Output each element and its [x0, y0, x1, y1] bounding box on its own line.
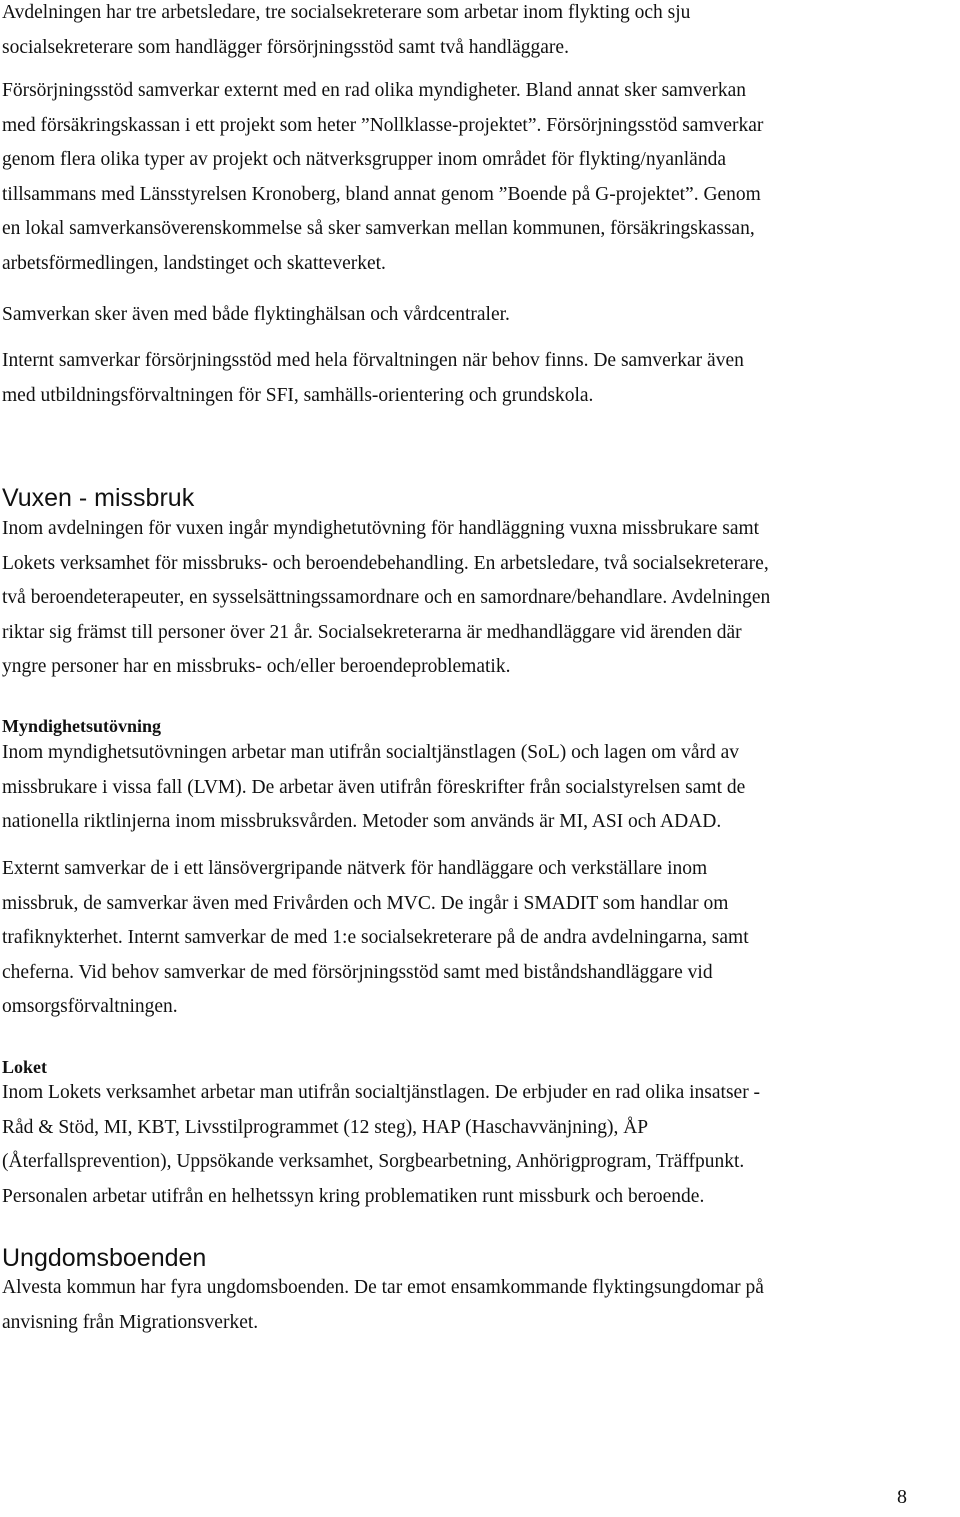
text-line: två beroendeterapeuter, en sysselsättningssamordnare och en samordnare/behandlare. Avdelningen: [2, 587, 771, 608]
text-line: yngre personer har en missbruks- och/eller beroendeproblematik.: [2, 656, 511, 677]
text-line: Inom myndighetsutövningen arbetar man utifrån socialtjänstlagen (SoL) och lagen om vård av: [2, 742, 740, 763]
text-line: omsorgsförvaltningen.: [2, 996, 178, 1017]
text-line: riktar sig främst till personer över 21 år. Socialsekreterarna är medhandläggare vid ärenden där: [2, 621, 742, 643]
text-line: med utbildningsförvaltningen för SFI, samhälls-orientering och grundskola.: [2, 384, 594, 406]
text-line: en lokal samverkansöverenskommelse så sker samverkan mellan kommunen, försäkringskassan,: [2, 218, 755, 239]
text-line: Samverkan sker även med både flyktinghälsan och vårdcentraler.: [2, 304, 510, 325]
text-line: cheferna. Vid behov samverkar de med försörjningsstöd samt med biståndshandläggare vid: [2, 961, 713, 983]
text-line: anvisning från Migrationsverket.: [2, 1311, 259, 1333]
paragraph-health-cooperation: [2, 298, 958, 333]
subheading-loket: Loket: [2, 1057, 47, 1077]
text-line: tillsammans med Länsstyrelsen Kronoberg, bland annat genom ”Boende på G-projektet”. Genom: [2, 183, 761, 205]
text-line: Försörjningsstöd samverkar externt med en rad olika myndigheter. Bland annat sker samverkan: [2, 80, 747, 101]
text-line: Alvesta kommun har fyra ungdomsboenden. De tar emot ensamkommande flyktingsungdomar på: [2, 1277, 764, 1298]
page-number: 8: [897, 1486, 907, 1508]
text-line: trafiknykterhet. Internt samverkar de med 1:e socialsekreterare på de andra avdelningarna, samt: [2, 927, 749, 948]
paragraph-loket: [2, 1076, 958, 1214]
text-line: nationella riktlinjerna inom missbruksvården. Metoder som används är MI, ASI och ADAD.: [2, 811, 722, 832]
paragraph-vuxen-intro: [2, 512, 958, 685]
text-line: genom flera olika typer av projekt och nätverksgrupper inom området för flykting/nyanlända: [2, 149, 726, 170]
paragraph-myndighetsutovning: [2, 736, 958, 840]
paragraph-staffing: [2, 0, 958, 65]
text-line: missbrukare i vissa fall (LVM). De arbetar även utifrån föreskrifter från socialstyrelsen samt de: [2, 776, 746, 798]
text-line: Lokets verksamhet för missbruks- och beroendebehandling. En arbetsledare, två socialsekreterare,: [2, 552, 769, 574]
text-line: med försäkringskassan i ett projekt som heter ”Nollklasse-projektet”. Försörjningsstöd samverkar: [2, 114, 764, 136]
text-line: Råd & Stöd, MI, KBT, Livsstilprogrammet (12 steg), HAP (Haschavvänjning), ÅP: [2, 1116, 649, 1138]
text-line: missbruk, de samverkar även med Frivården och MVC. De ingår i SMADIT som handlar om: [2, 892, 729, 914]
section-heading-ungdomsboenden: Ungdomsboenden: [2, 1244, 207, 1272]
text-line: Inom Lokets verksamhet arbetar man utifrån socialtjänstlagen. De erbjuder en rad olika insatser -: [2, 1082, 761, 1103]
subheading-myndighetsutovning: Myndighetsutövning: [2, 716, 162, 736]
paragraph-internal-cooperation: [2, 344, 958, 413]
text-line: arbetsförmedlingen, landstinget och skatteverket.: [2, 252, 386, 274]
text-line: Internt samverkar försörjningsstöd med hela förvaltningen när behov finns. De samverkar även: [2, 350, 744, 371]
text-line: Personalen arbetar utifrån en helhetssyn kring problematiken runt missburk och beroende.: [2, 1185, 705, 1207]
paragraph-external-cooperation: [2, 74, 958, 281]
text-line: (Återfallsprevention), Uppsökande verksamhet, Sorgbearbetning, Anhörigprogram, Träffpunkt.: [2, 1151, 745, 1172]
paragraph-network-cooperation: [2, 852, 958, 1025]
text-line: socialsekreterare som handlägger försörjningsstöd samt två handläggare.: [2, 36, 569, 58]
text-line: Externt samverkar de i ett länsövergripande nätverk för handläggare och verkställare inom: [2, 858, 708, 879]
section-heading-vuxen-missbruk: Vuxen - missbruk: [2, 484, 195, 512]
paragraph-ungdomsboenden: [2, 1271, 958, 1340]
text-line: Avdelningen har tre arbetsledare, tre socialsekreterare som arbetar inom flykting och sju: [2, 2, 691, 23]
text-line: Inom avdelningen för vuxen ingår myndighetutövning för handläggning vuxna missbrukare samt: [2, 518, 760, 539]
